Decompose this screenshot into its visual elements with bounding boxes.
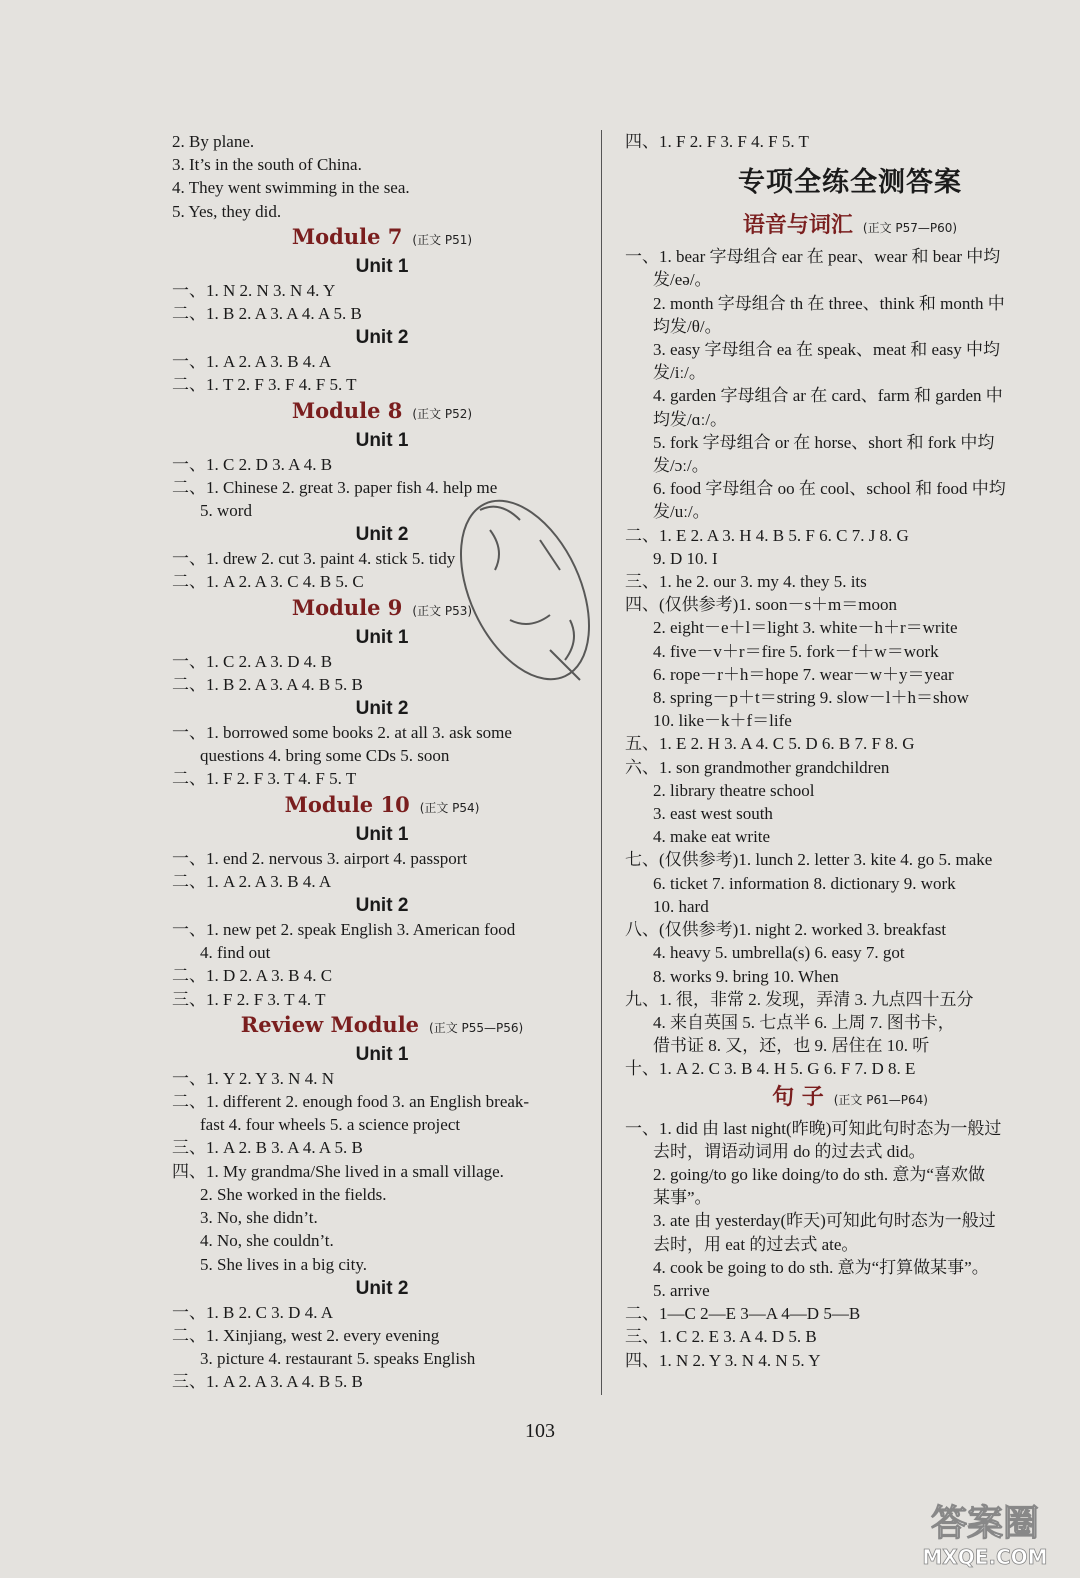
answer-line: 4. 来自英国 5. 七点半 6. 上周 7. 图书卡， (653, 1012, 955, 1032)
answer-line: 二、1. D 2. A 3. B 4. C (172, 966, 333, 986)
answer-line: 6. ticket 7. information 8. dictionary 9. work (653, 873, 956, 893)
answer-line: 二、1. A 2. A 3. B 4. A (172, 871, 332, 891)
heading-text: Module 8 (291, 397, 403, 423)
answer-line: 4. garden 字母组合 ar 在 card、farm 和 garden 中 (653, 386, 1003, 406)
answer-line: 6. rope－r＋h＝hope 7. wear－w＋y＝year (653, 664, 954, 684)
answer-line: 10. like－k＋f＝life (653, 711, 792, 731)
answer-line: 2. By plane. (172, 132, 255, 151)
logo-url: MXQE.COM (922, 1545, 1048, 1569)
answer-line: 四、1. F 2. F 3. F 4. F 5. T (625, 132, 809, 151)
answer-site-logo (895, 1490, 1075, 1570)
page-reference: (正文 P55—P56) (429, 1020, 524, 1035)
unit-heading: Unit 2 (355, 327, 409, 349)
answer-line: 4. cook be going to do sth. 意为“打算做某事”。 (653, 1257, 989, 1277)
answer-line: 一、1. C 2. D 3. A 4. B (172, 454, 333, 474)
answer-line: 二、1. A 2. A 3. C 4. B 5. C (172, 572, 364, 592)
heading-text: Module 10 (284, 791, 410, 817)
heading-text: Module 9 (291, 594, 403, 620)
logo-text: 答案圈 (930, 1503, 1040, 1544)
answer-line: 三、1. he 2. our 3. my 4. they 5. its (625, 572, 867, 592)
unit-heading: Unit 1 (355, 255, 409, 277)
answer-line: 均发/θ/。 (653, 316, 722, 336)
answer-line: 七、(仅供参考)1. lunch 2. letter 3. kite 4. go 5. make (625, 850, 993, 870)
unit-heading: Unit 2 (355, 895, 409, 917)
answer-line: 2. eight－e＋l＝light 3. white－h＋r＝write (653, 618, 958, 638)
section-heading (625, 209, 1075, 245)
answers-title: 专项全练全测答案 (738, 167, 962, 199)
unit-heading: Unit 2 (355, 524, 409, 546)
answer-line: 3. It’s in the south of China. (172, 155, 362, 175)
module-heading (172, 223, 592, 254)
answer-line: questions 4. bring some CDs 5. soon (200, 746, 450, 766)
page-number: 103 (525, 1420, 555, 1442)
answer-line: 五、1. E 2. H 3. A 4. C 5. D 6. B 7. F 8. G (625, 734, 915, 754)
heading-text: 语音与词汇 (742, 213, 853, 239)
answer-line: 三、1. A 2. A 3. A 4. B 5. B (172, 1372, 363, 1392)
unit-heading: Unit 1 (355, 823, 409, 845)
left-column (172, 130, 592, 1394)
answer-line: 2. She worked in the fields. (200, 1184, 387, 1204)
unit-heading: Unit 1 (355, 1043, 409, 1065)
answer-line: 3. No, she didn’t. (200, 1208, 318, 1228)
answer-line: 4. heavy 5. umbrella(s) 6. easy 7. got (653, 943, 905, 963)
module-heading (172, 397, 592, 428)
unit-heading: Unit 1 (355, 429, 409, 451)
answer-line: 4. No, she couldn’t. (200, 1231, 334, 1251)
answer-line: 二、1. different 2. enough food 3. an English break- (172, 1092, 530, 1112)
answer-line: 一、1. A 2. A 3. B 4. A (172, 352, 332, 372)
answer-line: 四、1. N 2. Y 3. N 4. N 5. Y (625, 1350, 821, 1370)
answer-line: 2. going/to go like doing/to do sth. 意为“喜欢做 (653, 1164, 985, 1184)
answer-line: 一、1. end 2. nervous 3. airport 4. passport (172, 848, 468, 868)
answer-line: 六、1. son grandmother grandchildren (625, 757, 890, 777)
page-reference: (正文 P61—P64) (833, 1092, 928, 1107)
answer-line: 8. works 9. bring 10. When (653, 966, 839, 986)
answer-line: 三、1. C 2. E 3. A 4. D 5. B (625, 1327, 817, 1347)
handwritten-watermark (450, 470, 620, 710)
unit-heading: Unit 2 (355, 1277, 409, 1299)
answer-line: 2. month 字母组合 th 在 three、think 和 month 中 (653, 293, 1005, 313)
answer-line: 一、1. C 2. A 3. D 4. B (172, 651, 333, 671)
answer-line: 一、1. N 2. N 3. N 4. Y (172, 280, 336, 300)
heading-text: 句 子 (772, 1084, 824, 1110)
answer-line: 4. They went swimming in the sea. (172, 178, 410, 198)
answer-line: 二、1. B 2. A 3. A 4. A 5. B (172, 304, 362, 324)
answer-line: 4. find out (200, 943, 271, 963)
answer-line: 3. picture 4. restaurant 5. speaks English (200, 1349, 476, 1369)
answer-line: 5. word (200, 501, 252, 521)
module-heading (172, 791, 592, 822)
answer-line: 四、(仅供参考)1. soon－s＋m＝moon (625, 595, 897, 615)
answer-line: 一、1. B 2. C 3. D 4. A (172, 1302, 334, 1322)
module-heading (172, 1011, 592, 1042)
answer-line: 5. fork 字母组合 or 在 horse、short 和 fork 中均 (653, 432, 995, 452)
answer-line: 发/ɔː/。 (653, 456, 709, 476)
page-reference: (正文 P52) (412, 406, 473, 421)
heading-text: Review Module (240, 1011, 420, 1037)
answer-line: 三、1. A 2. B 3. A 4. A 5. B (172, 1138, 363, 1158)
section-heading (625, 1081, 1075, 1117)
answer-line: 十、1. A 2. C 3. B 4. H 5. G 6. F 7. D 8. E (625, 1059, 916, 1079)
answer-line: 3. easy 字母组合 ea 在 speak、meat 和 easy 中均 (653, 340, 1000, 360)
answer-line: 一、1. Y 2. Y 3. N 4. N (172, 1068, 334, 1088)
unit-heading: Unit 1 (355, 626, 409, 648)
page-reference: (正文 P57—P60) (862, 221, 958, 236)
answer-line: 八、(仅供参考)1. night 2. worked 3. breakfast (625, 920, 947, 940)
answer-line: 二、1. E 2. A 3. H 4. B 5. F 6. C 7. J 8. G (625, 525, 909, 545)
answer-line: 3. ate 由 yesterday(昨天)可知此句时态为一般过 (653, 1211, 996, 1231)
answer-line: 均发/ɑː/。 (653, 409, 728, 429)
answer-line: 九、1. 很，非常 2. 发现，弄清 3. 九点四十五分 (625, 989, 974, 1009)
answer-line: 发/uː/。 (653, 502, 710, 522)
answer-line: 6. food 字母组合 oo 在 cool、school 和 food 中均 (653, 479, 1006, 499)
answer-line: 去时，谓语动词用 do 的过去式 did。 (653, 1141, 926, 1161)
answer-line: 三、1. F 2. F 3. T 4. T (172, 989, 326, 1009)
answer-line: 9. D 10. I (653, 548, 718, 568)
right-column (625, 130, 1075, 1372)
heading-text: Module 7 (291, 223, 403, 249)
answer-line: 某事”。 (653, 1188, 712, 1208)
answer-line: 一、1. bear 字母组合 ear 在 pear、wear 和 bear 中均 (625, 247, 1001, 267)
answer-line: 二、1. Xinjiang, west 2. every evening (172, 1325, 440, 1345)
answer-line: 2. library theatre school (653, 780, 815, 800)
answer-line: 5. She lives in a big city. (200, 1254, 367, 1274)
answer-line: 一、1. did 由 last night(昨晚)可知此句时态为一般过 (625, 1118, 1002, 1138)
answer-line: 5. Yes, they did. (172, 201, 282, 221)
answer-line: 发/eə/。 (653, 270, 712, 290)
answer-line: 5. arrive (653, 1280, 710, 1300)
answer-line: 3. east west south (653, 804, 773, 824)
answer-line: 借书证 8. 又，还，也 9. 居住在 10. 听 (653, 1036, 930, 1056)
answer-line: 二、1. B 2. A 3. A 4. B 5. B (172, 674, 363, 694)
answer-line: 四、1. My grandma/She lived in a small village. (172, 1161, 504, 1181)
page-reference: (正文 P53) (412, 603, 473, 618)
column-divider (601, 130, 602, 1395)
answer-line: 一、1. new pet 2. speak English 3. American food (172, 920, 516, 940)
answer-line: 二、1. T 2. F 3. F 4. F 5. T (172, 375, 357, 395)
answer-line: 10. hard (653, 896, 709, 916)
answer-line: 一、1. borrowed some books 2. at all 3. ask some (172, 723, 512, 743)
answer-line: 二、1. Chinese 2. great 3. paper fish 4. help me (172, 477, 498, 497)
answer-line: 二、1—C 2—E 3—A 4—D 5—B (625, 1304, 861, 1324)
page-reference: (正文 P51) (412, 232, 473, 247)
answer-line: fast 4. four wheels 5. a science project (200, 1115, 461, 1135)
answer-line: 4. five－v＋r＝fire 5. fork－f＋w＝work (653, 641, 939, 661)
answer-line: 二、1. F 2. F 3. T 4. F 5. T (172, 769, 357, 789)
answer-line: 去时，用 eat 的过去式 ate。 (653, 1234, 859, 1254)
answer-line: 发/iː/。 (653, 363, 706, 383)
unit-heading: Unit 2 (355, 698, 409, 720)
page-reference: (正文 P54) (419, 800, 480, 815)
answer-line: 8. spring－p＋t＝string 9. slow－l＋h＝show (653, 688, 969, 708)
answer-line: 一、1. drew 2. cut 3. paint 4. stick 5. tidy (172, 549, 456, 569)
answer-line: 4. make eat write (653, 827, 771, 847)
